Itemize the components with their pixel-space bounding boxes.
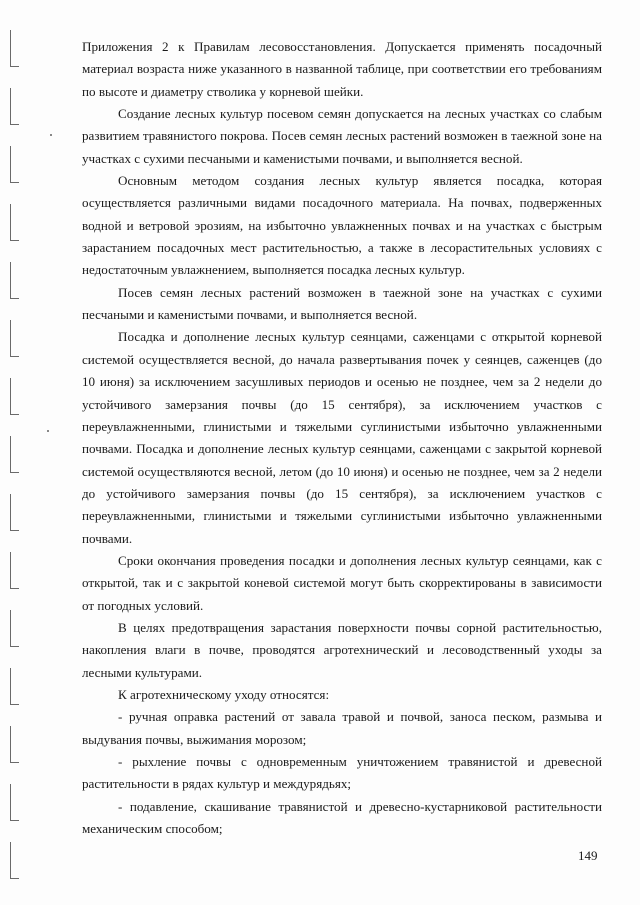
binding-edge bbox=[0, 0, 30, 905]
paragraph: Сроки окончания проведения посадки и дополнения лесных культур сеянцами, как с открытой, так и с закрытой коневой системой могут быть скорректированы в зависимости от погодных условий. bbox=[82, 552, 602, 613]
document-body bbox=[82, 36, 602, 840]
list-item: - ручная оправка растений от завала травой и почвой, заноса песком, размыва и выдувания почвы, выжимания морозом; bbox=[82, 709, 602, 747]
paragraph: В целях предотвращения зарастания поверхности почвы сорной растительностью, накопления влаги в почве, проводятся агротехнический и лесоводственный уходы за лесными культурами. bbox=[82, 619, 602, 680]
binding-mark bbox=[10, 726, 19, 763]
binding-mark bbox=[10, 784, 19, 821]
paragraph: Основным методом создания лесных культур является посадка, которая осуществляется различными видами посадочного материала. На почвах, подверженных водной и ветровой эрозиям, на избыточно увлажненных почвах и на участках с быстрым зарастанием посадочных мест растительностью, а также в лесорастительных условиях с недостаточным увлажнением, выполняется посадка лесных культур. bbox=[82, 173, 602, 278]
binding-mark bbox=[10, 842, 19, 879]
binding-mark bbox=[10, 262, 19, 299]
paragraph: К агротехническому уходу относятся: bbox=[118, 686, 330, 702]
binding-mark bbox=[10, 668, 19, 705]
binding-mark bbox=[10, 146, 19, 183]
scan-speck bbox=[47, 430, 49, 432]
binding-mark bbox=[10, 610, 19, 647]
binding-mark bbox=[10, 30, 19, 67]
page-number: 149 bbox=[578, 848, 598, 863]
paragraph: Приложения 2 к Правилам лесовосстановления. Допускается применять посадочный материал возраста ниже указанного в названной таблице, при соответствии его требованиям по высоте и диаметру стволика у корневой шейки. bbox=[82, 39, 602, 99]
binding-mark bbox=[10, 320, 19, 357]
binding-mark bbox=[10, 204, 19, 241]
binding-mark bbox=[10, 378, 19, 415]
paragraph: Посев семян лесных растений возможен в таежной зоне на участках с сухими песчаными и каменистыми почвами, и выполняется весной. bbox=[82, 284, 602, 323]
paragraph: Создание лесных культур посевом семян допускается на лесных участках со слабым развитием травянистого покрова. Посев семян лесных растений возможен в таежной зоне на участках с сухими песчаными и каменистыми почвами, и выполняется весной. bbox=[82, 106, 602, 166]
list-item: - подавление, скашивание травянистой и древесно-кустарниковой растительности механическим способом; bbox=[82, 798, 602, 837]
list-item: - рыхление почвы с одновременным уничтожением травянистой и древесной растительности в рядах культур и междурядьях; bbox=[82, 754, 602, 792]
paragraph: Посадка и дополнение лесных культур сеянцами, саженцами с открытой корневой системой осуществляется весной, до начала развертывания почек у сеянцев, саженцев (до 10 июня) за исключением засушливых периодов и осенью не позднее, чем за 2 недели до устойчивого замерзания почвы (до 15 сентября), за исключением участков с переувлажненными, глинистыми и тяжелыми суглинистыми избыточно увлажненными почвами. Посадка и дополнение лесных культур сеянцами, саженцами с закрытой корневой системой осуществляются весной, летом (до 10 июня) и осенью не позднее, чем за 2 недели до устойчивого замерзания почвы (до 15 сентября), за исключением участков с переувлажненными, глинистыми и тяжелыми суглинистыми избыточно увлажненными почвами. bbox=[82, 329, 602, 546]
binding-mark bbox=[10, 88, 19, 125]
binding-mark bbox=[10, 436, 19, 473]
binding-mark bbox=[10, 552, 19, 589]
scan-speck bbox=[50, 134, 52, 136]
binding-mark bbox=[10, 494, 19, 531]
